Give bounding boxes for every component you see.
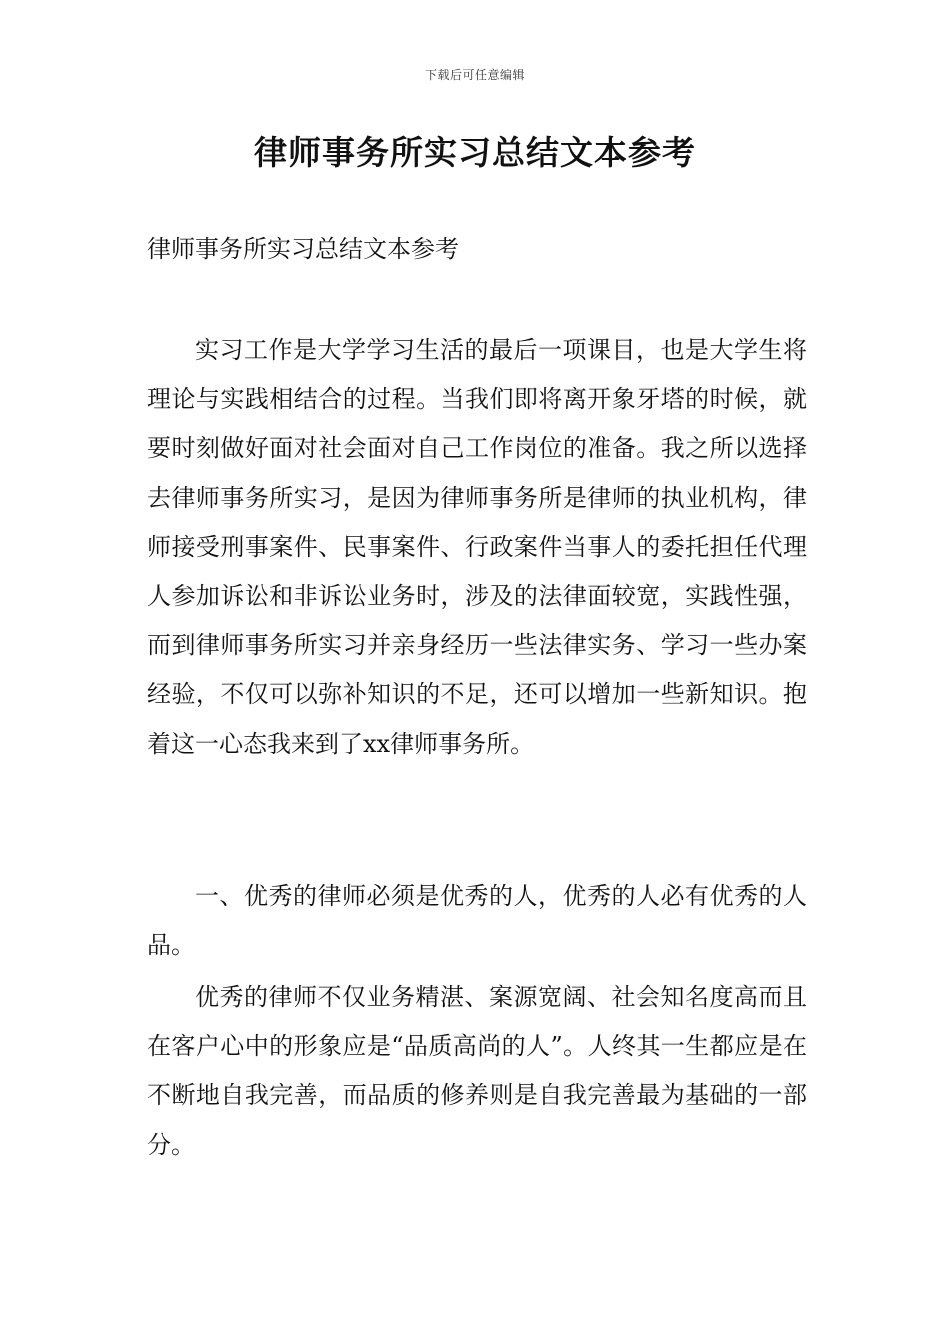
body-paragraph-intro: 实习工作是大学学习生活的最后一项课目，也是大学生将理论与实践相结合的过程。当我们即将离开象牙塔的时候，就要时刻做好面对社会面对自己工作岗位的准备。我之所以选择去律师事务所实习，是因为律师事务所是律师的执业机构，律师接受刑事案件、民事案件、行政案件当事人的委托担任代理人参加诉讼和非诉讼业务时，涉及的法律面较宽，实践性强，而到律师事务所实习并亲身经历一些法律实务、学习一些办案经验，不仅可以弥补知识的不足，还可以增加一些新知识。抱着这一心态我来到了xx律师事务所。 (147, 336, 807, 758)
document-title: 律师事务所实习总结文本参考 (254, 133, 696, 172)
body-paragraph-section-1: 优秀的律师不仅业务精湛、案源宽阔、社会知名度高而且在客户心中的形象应是“品质高尚的人”。人终其一生都应是在不断地自我完善，而品质的修养则是自我完善最为基础的一部分。 (147, 983, 807, 1159)
document-subtitle: 律师事务所实习总结文本参考 (147, 235, 459, 263)
header-note: 下载后可任意编辑 (424, 68, 525, 82)
section-heading-1: 一、优秀的律师必须是优秀的人，优秀的人必有优秀的人品。 (147, 882, 807, 960)
